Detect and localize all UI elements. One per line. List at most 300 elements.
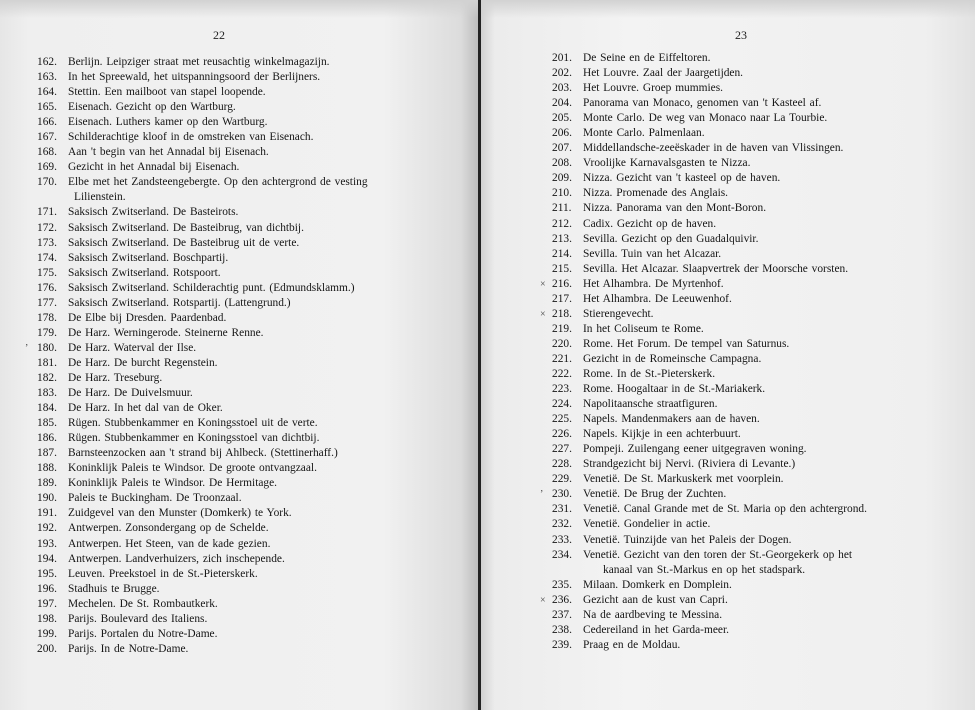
entry-text [583,367,972,382]
list-item [37,281,437,296]
entry-title: Mechelen. De St. Rombautkerk. [68,597,218,610]
entry-title: Praag en de Moldau. [583,638,681,651]
list-item [37,130,437,145]
entry-number: 169. [37,161,57,174]
entry-text [68,130,437,145]
entry-number: 165. [37,101,57,114]
entry-text [583,156,972,171]
entry-title: Stettin. Een mailboot van stapel loopende. [68,86,266,99]
entry-title: Sevilla. Het Alcazar. Slaapvertrek der Moorsche vorsten. [583,262,849,275]
list-item [25,341,437,356]
entry-text [68,597,437,612]
entry-number: 180. [37,341,57,354]
list-item [37,221,437,236]
entry-text [583,141,972,156]
list-item [552,66,972,81]
page-number: 23 [735,28,747,42]
list-item [552,201,972,216]
entry-number: 217. [552,292,572,305]
list-item [37,145,437,160]
handwritten-mark: ’ [25,342,29,354]
list-item [37,476,437,491]
entry-text [68,521,437,536]
list-item [552,96,972,111]
list-item [552,337,972,352]
entry-title: Eisenach. Luthers kamer op den Wartburg. [68,116,268,129]
list-item [552,352,972,367]
entry-text [583,247,972,262]
list-item [37,461,437,476]
entry-number: 170. [37,176,57,189]
list-item [540,277,972,292]
entry-number: 199. [37,627,57,640]
entry-text [68,371,437,386]
entry-number: 197. [37,597,57,610]
list-item [552,533,972,548]
entry-text [68,236,437,251]
entry-text [68,205,437,220]
entry-title: De Harz. Werningerode. Steinerne Renne. [68,326,264,339]
entry-title: Saksisch Zwitserland. De Basteirots. [68,206,239,219]
list-item [552,217,972,232]
entry-text [68,431,437,446]
entry-number: 194. [37,552,57,565]
entry-text [68,55,437,70]
entry-title: Saksisch Zwitserland. Boschpartij. [68,251,229,264]
entry-number: 210. [552,187,572,200]
page-shadow [0,0,480,18]
list-item [37,100,437,115]
list-item [552,472,972,487]
list-item [552,322,972,337]
entry-number: 233. [552,533,572,546]
entry-number: 226. [552,428,572,441]
entry-text [583,638,972,653]
handwritten-mark: ’ [540,489,544,501]
entry-number: 196. [37,582,57,595]
entry-continuation: kanaal van St.-Markus en op het stadspark. [603,563,806,576]
entry-text [583,337,972,352]
entry-title: Het Louvre. Groep mummies. [583,82,723,95]
list-item [37,491,437,506]
entry-number: 211. [552,202,572,215]
entry-title: Stadhuis te Brugge. [68,582,160,595]
entry-number: 177. [37,296,57,309]
list-item [37,205,437,220]
entry-text [583,502,972,517]
entry-title: Na de aardbeving te Messina. [583,608,723,621]
entry-text [68,296,437,311]
entry-title: Zuidgevel van den Munster (Domkerk) te York. [68,507,292,520]
entry-text [583,533,972,548]
entry-number: 224. [552,398,572,411]
entry-title: Het Alhambra. De Leeuwenhof. [583,292,732,305]
list-item [37,627,437,642]
entry-text [583,442,972,457]
entry-title: Sevilla. Gezicht op den Guadalquivir. [583,232,759,245]
list-item [37,521,437,536]
list-item [552,382,972,397]
entry-text [68,311,437,326]
entry-title: Vroolijke Karnavalsgasten te Nizza. [583,157,751,170]
entry-number: 171. [37,206,57,219]
entry-text [583,412,972,427]
entry-number: 228. [552,458,572,471]
entry-title: Schilderachtige kloof in de omstreken van Eisenach. [68,131,314,144]
list-item [37,446,437,461]
entry-title: De Elbe bij Dresden. Paardenbad. [68,311,227,324]
entry-number: 208. [552,157,572,170]
entry-number: 192. [37,522,57,535]
list-item [37,160,437,175]
entry-title: Napolitaansche straatfiguren. [583,398,718,411]
entry-text [68,476,437,491]
entry-title: Eisenach. Gezicht op den Wartburg. [68,101,236,114]
entry-text [583,548,972,578]
entry-title: De Harz. Treseburg. [68,371,163,384]
entry-text [68,612,437,627]
entry-title: Leuven. Preekstoel in de St.-Pieterskerk. [68,567,258,580]
entry-text [583,578,972,593]
list-item [37,70,437,85]
list-item [552,412,972,427]
list-item [552,608,972,623]
entry-title: Gezicht aan de kust van Capri. [583,593,728,606]
entry-text [68,175,437,205]
entry-text [583,457,972,472]
entry-text [68,446,437,461]
entry-title: Parijs. In de Notre-Dame. [68,642,189,655]
entry-number: 237. [552,608,572,621]
list-item [552,81,972,96]
entry-number: 174. [37,251,57,264]
entry-text [68,85,437,100]
entry-number: 182. [37,371,57,384]
entry-text [583,262,972,277]
list-item [37,401,437,416]
entry-title: Saksisch Zwitserland. Rotspartij. (Lattengrund.) [68,296,291,309]
entry-text [583,201,972,216]
list-item [540,593,972,608]
entry-text [68,281,437,296]
entry-text [68,401,437,416]
entry-title: Rome. In de St.-Pieterskerk. [583,367,716,380]
handwritten-mark: × [540,308,546,320]
list-item [552,578,972,593]
page-number: 22 [213,28,225,42]
list-item [552,141,972,156]
list-item [37,537,437,552]
entry-number: 176. [37,281,57,294]
list-item [552,427,972,442]
entry-title: Antwerpen. Het Steen, van de kade gezien. [68,537,271,550]
entry-number: 214. [552,247,572,260]
list-item [37,175,437,205]
entry-title: Venetië. Gondelier in actie. [583,518,711,531]
entry-text [583,382,972,397]
list-item [540,487,972,502]
entry-text [583,277,972,292]
entry-number: 223. [552,383,572,396]
list-item [552,171,972,186]
entry-title: De Harz. Waterval der Ilse. [68,341,197,354]
list-item [552,457,972,472]
entry-text [68,567,437,582]
entry-text [583,593,972,608]
entry-text [68,221,437,236]
entry-number: 212. [552,217,572,230]
entry-title: Parijs. Boulevard des Italiens. [68,612,208,625]
entry-number: 189. [37,477,57,490]
entry-number: 206. [552,127,572,140]
entry-number: 164. [37,86,57,99]
list-item [37,251,437,266]
entry-title: Antwerpen. Zonsondergang op de Schelde. [68,522,269,535]
entry-title: Paleis te Buckingham. De Troonzaal. [68,492,242,505]
list-item [37,326,437,341]
entry-text [583,111,972,126]
entry-number: 238. [552,623,572,636]
entry-text [583,217,972,232]
entry-text [68,627,437,642]
entry-number: 193. [37,537,57,550]
entry-title: Antwerpen. Landverhuizers, zich inschepende. [68,552,285,565]
entry-number: 230. [552,488,572,501]
entry-title: De Harz. In het dal van de Oker. [68,402,223,415]
entry-title: Venetië. Gezicht van den toren der St.-Georgekerk op het [583,548,853,561]
entry-text [68,537,437,552]
entry-number: 166. [37,116,57,129]
entry-title: Milaan. Domkerk en Domplein. [583,578,732,591]
list-item [552,262,972,277]
entry-number: 202. [552,67,572,80]
entry-text [68,552,437,567]
list-item [552,517,972,532]
entry-title: Cadix. Gezicht op de haven. [583,217,717,230]
entry-title: In het Coliseum te Rome. [583,322,704,335]
entry-title: De Harz. De Duivelsmuur. [68,387,193,400]
entry-text [583,126,972,141]
entry-number: 167. [37,131,57,144]
entry-title: Rome. Het Forum. De tempel van Saturnus. [583,337,790,350]
entry-number: 225. [552,413,572,426]
entry-title: Middellandsche-zeeëskader in de haven van Vlissingen. [583,142,844,155]
list-item [37,55,437,70]
entry-number: 203. [552,82,572,95]
entry-title: Venetië. Canal Grande met de St. Maria op den achtergrond. [583,503,867,516]
list-item [37,356,437,371]
entry-text [68,251,437,266]
entry-number: 187. [37,447,57,460]
list-item [552,186,972,201]
entry-text [583,307,972,322]
list-item [552,397,972,412]
entry-text [68,386,437,401]
entry-number: 184. [37,402,57,415]
list-item [37,597,437,612]
right-page [480,0,975,710]
entry-number: 205. [552,112,572,125]
entry-text [68,356,437,371]
entry-text [68,145,437,160]
entry-title: Saksisch Zwitserland. Schilderachtig punt. (Edmundsklamm.) [68,281,355,294]
entry-text [583,427,972,442]
entry-title: In het Spreewald, het uitspanningsoord der Berlijners. [68,71,321,84]
entry-title: Nizza. Panorama van den Mont-Boron. [583,202,767,215]
entry-number: 209. [552,172,572,185]
entry-text [68,506,437,521]
entry-number: 239. [552,638,572,651]
entry-text [68,491,437,506]
entry-number: 178. [37,311,57,324]
entry-text [68,461,437,476]
entry-text [583,292,972,307]
list-item [37,296,437,311]
book-spine [478,0,481,710]
entry-title: Cedereiland in het Garda-meer. [583,623,729,636]
entry-number: 201. [552,52,572,64]
entry-title: Saksisch Zwitserland. Rotspoort. [68,266,221,279]
entry-number: 173. [37,236,57,249]
list-item [552,502,972,517]
entry-text [68,115,437,130]
list-item [552,367,972,382]
entry-text [583,623,972,638]
list-item [552,156,972,171]
entry-title: Aan 't begin van het Annadal bij Eisenach. [68,146,269,159]
entry-title: Berlijn. Leipziger straat met reusachtig winkelmagazijn. [68,56,330,68]
entry-title: De Harz. De burcht Regenstein. [68,356,218,369]
entry-text [583,81,972,96]
entry-number: 186. [37,432,57,445]
entry-title: Napels. Mandenmakers aan de haven. [583,413,760,426]
entry-number: 227. [552,443,572,456]
entry-number: 232. [552,518,572,531]
entry-title: Panorama van Monaco, genomen van 't Kasteel af. [583,97,822,110]
list-item [552,247,972,262]
entry-text [68,416,437,431]
entry-number: 179. [37,326,57,339]
entry-number: 191. [37,507,57,520]
list-item [37,567,437,582]
entry-number: 188. [37,462,57,475]
entry-number: 216. [552,277,572,290]
list-item [37,431,437,446]
entry-title: Monte Carlo. De weg van Monaco naar La Tourbie. [583,112,828,125]
list-item [37,642,437,657]
entry-title: Nizza. Gezicht van 't kasteel op de haven. [583,172,781,185]
entry-title: Stierengevecht. [583,307,654,320]
list-item [552,292,972,307]
list-item [37,311,437,326]
entry-title: Venetië. De St. Markuskerk met voorplein. [583,473,784,486]
entry-number: 204. [552,97,572,110]
entry-text [68,160,437,175]
entry-text [583,96,972,111]
entry-text [583,51,972,66]
list-item [37,371,437,386]
list-item [552,623,972,638]
entry-number: 168. [37,146,57,159]
entry-title: Strandgezicht bij Nervi. (Riviera di Levante.) [583,458,796,471]
entry-number: 235. [552,578,572,591]
entry-text [583,171,972,186]
entry-number: 183. [37,387,57,400]
entry-title: Saksisch Zwitserland. De Basteibrug, van dichtbij. [68,221,304,234]
entry-title: Napels. Kijkje in een achterbuurt. [583,428,741,441]
entry-number: 172. [37,221,57,234]
entry-title: Barnsteenzocken aan 't strand bij Ahlbeck. (Stettinerhaff.) [68,447,338,460]
entry-title: Koninklijk Paleis te Windsor. De groote ontvangzaal. [68,462,317,475]
entry-number: 175. [37,266,57,279]
entry-number: 181. [37,356,57,369]
entry-title: Gezicht in het Annadal bij Eisenach. [68,161,240,174]
list-item [37,416,437,431]
entry-title: Rügen. Stubbenkammer en Koningsstoel uit de verte. [68,417,318,430]
entry-number: 190. [37,492,57,505]
list-item [552,442,972,457]
entry-title: Gezicht in de Romeinsche Campagna. [583,352,762,365]
entry-text [68,70,437,85]
list-item [552,548,972,578]
entry-text [68,266,437,281]
list-item [552,232,972,247]
list-item [37,552,437,567]
entry-title: Pompeji. Zuilengang eener uitgegraven woning. [583,443,807,456]
entry-list [25,55,437,657]
entry-title: Het Louvre. Zaal der Jaargetijden. [583,67,744,80]
entry-title: Het Alhambra. De Myrtenhof. [583,277,724,290]
left-page [0,0,480,710]
list-item [37,236,437,251]
entry-text [583,186,972,201]
entry-text [583,517,972,532]
entry-number: 185. [37,417,57,430]
list-item [37,115,437,130]
list-item [37,506,437,521]
list-item [552,51,972,66]
entry-number: 219. [552,322,572,335]
entry-title: Rügen. Stubbenkammer en Koningsstoel van dichtbij. [68,432,320,445]
entry-number: 162. [37,56,57,68]
list-item [37,266,437,281]
list-item [37,85,437,100]
entry-title: De Seine en de Eiffeltoren. [583,52,711,64]
entry-text [583,397,972,412]
entry-text [68,642,437,657]
entry-text [583,66,972,81]
entry-number: 200. [37,642,57,655]
list-item [552,111,972,126]
entry-text [583,608,972,623]
entry-number: 234. [552,548,572,561]
entry-text [583,472,972,487]
list-item [552,126,972,141]
list-item [37,612,437,627]
entry-text [583,487,972,502]
entry-number: 218. [552,307,572,320]
entry-text [68,341,437,356]
entry-title: Venetië. De Brug der Zuchten. [583,488,727,501]
entry-number: 221. [552,352,572,365]
entry-text [583,232,972,247]
handwritten-mark: × [540,594,546,606]
list-item [37,582,437,597]
entry-title: Sevilla. Tuin van het Alcazar. [583,247,722,260]
entry-number: 215. [552,262,572,275]
entry-continuation: Lilienstein. [74,191,126,204]
list-item [37,386,437,401]
